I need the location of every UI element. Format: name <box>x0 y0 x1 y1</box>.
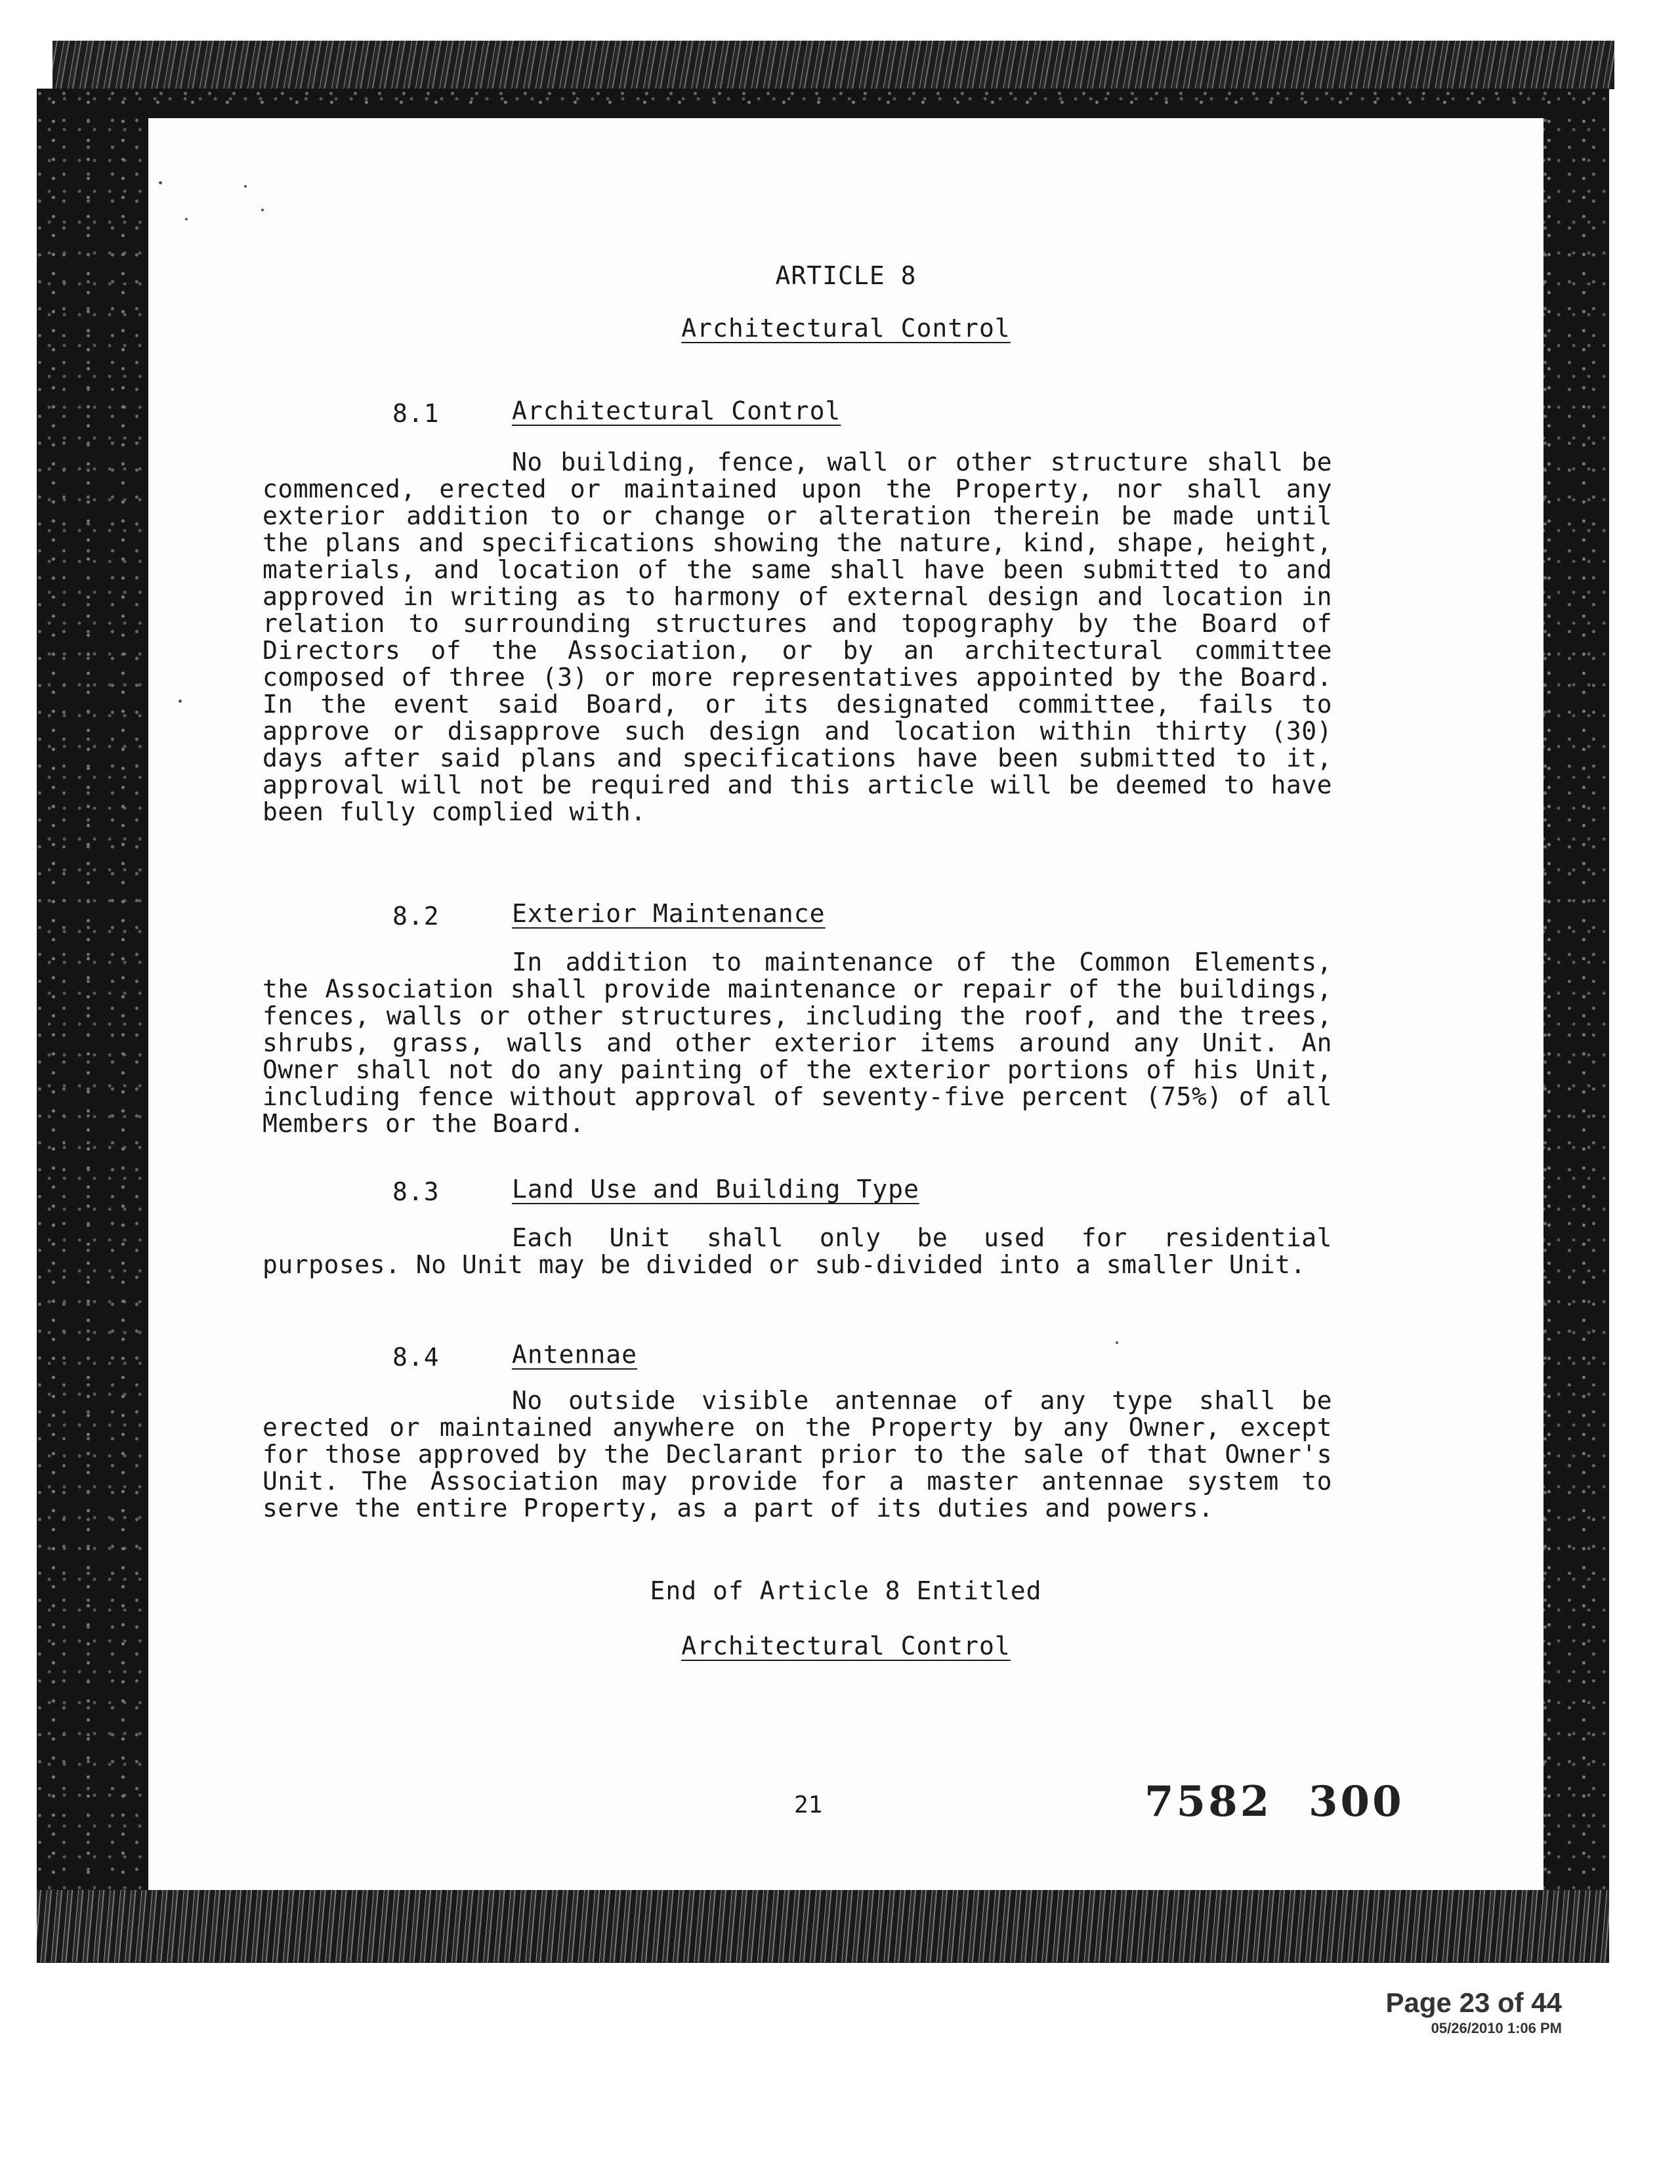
closing-title-text: Architectural Control <box>681 1631 1011 1660</box>
section-body <box>262 949 1332 1137</box>
section-title: Land Use and Building Type <box>512 1175 919 1204</box>
section-body-text: No outside visible antennae of any type shall be erected or maintained anywhere on the Property by any Owner, except for those approved by the Declarant prior to the sale of that Owner's Unit. The Association may provide for a master antennae system to serve the entire Property, as a part of its duties and powers. <box>262 1386 1332 1522</box>
section-title: Architectural Control <box>512 396 841 425</box>
scan-speck <box>185 218 188 220</box>
section-title: Antennae <box>512 1340 638 1369</box>
scan-border-bottom <box>37 1890 1609 1962</box>
scan-speck <box>159 181 162 184</box>
section-body <box>262 1387 1332 1522</box>
scan-speck <box>178 700 182 703</box>
section-title: Exterior Maintenance <box>512 899 826 928</box>
recording-page-number: 300 <box>1309 1777 1404 1826</box>
closing-line: End of Article 8 Entitled <box>650 1576 1042 1605</box>
scan-speck <box>261 209 264 211</box>
section-body <box>262 449 1332 826</box>
article-subheading-text: Architectural Control <box>681 314 1011 343</box>
scan-speck <box>1116 1341 1118 1344</box>
section-body-text: In addition to maintenance of the Common Elements, the Association shall provide maintenance or repair of the buildings, fences, walls or other structures, including the roof, and the trees, shrubs, grass, walls and other exterior items around any Unit. An Owner shall not do any painting of the exterior portions of his Unit, including fence without approval of seventy-five percent (75%) of all Members or the Board. <box>262 948 1332 1138</box>
footer-timestamp: 05/26/2010 1:06 PM <box>1431 2020 1562 2036</box>
section-number: 8.4 <box>392 1343 440 1372</box>
section-body-text: No building, fence, wall or other structure shall be commenced, erected or maintained upon the Property, nor shall any exterior addition to or change or alteration therein be made until the plans and specifications showing the nature, kind, shape, height, materials, and location of the same shall have been submitted to and approved in writing as to harmony of external design and location in relation to surrounding structures and topography by the Board of Directors of the Association, or by an architectural committee composed of three (3) or more representatives appointed by the Board. In the event said Board, or its designated committee, fails to approve or disapprove such design and location within thirty (30) days after said plans and specifications have been submitted to it, approval will not be required and this article will be deemed to have been fully complied with. <box>262 448 1332 826</box>
page-number: 21 <box>794 1792 823 1818</box>
recording-book-number: 7582 <box>1144 1777 1272 1826</box>
section-number: 8.3 <box>392 1177 440 1206</box>
section-number: 8.2 <box>392 902 440 931</box>
scan-speck <box>244 185 247 188</box>
article-heading: ARTICLE 8 <box>775 261 917 290</box>
article-subheading <box>148 314 1544 343</box>
section-number: 8.1 <box>392 399 440 428</box>
footer-page-label: Page 23 of 44 <box>1385 1987 1562 2018</box>
section-body-text: Each Unit shall only be used for residential purposes. No Unit may be divided or sub-divided into a smaller Unit. <box>262 1223 1332 1279</box>
closing-title <box>148 1631 1544 1660</box>
section-body <box>262 1225 1332 1278</box>
scan-border-top <box>52 41 1614 89</box>
